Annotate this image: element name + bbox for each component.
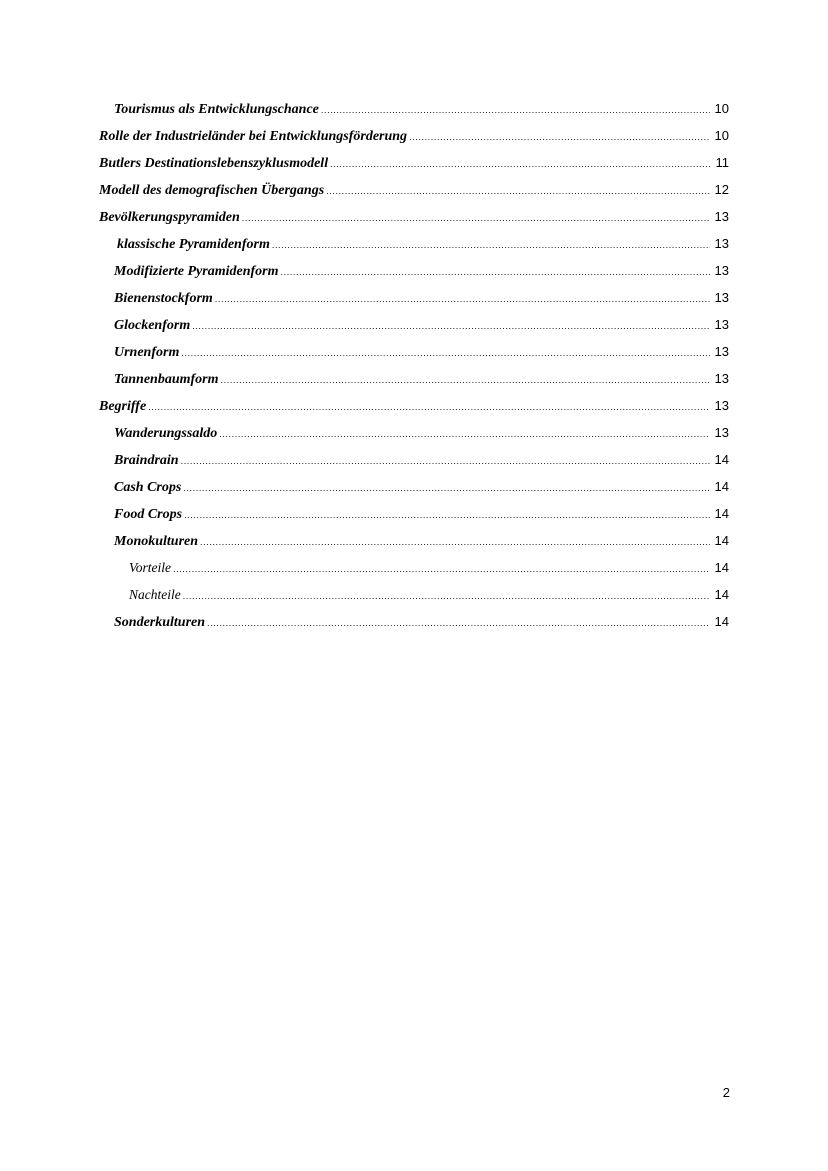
toc-entry-title: Monokulturen: [114, 534, 199, 549]
toc-entry-title: Modifizierte Pyramidenform: [114, 264, 279, 279]
toc-dot-leader: [272, 235, 710, 255]
toc-entry[interactable]: [99, 531, 729, 558]
toc-entry[interactable]: [99, 423, 729, 450]
toc-entry-title: Glockenform: [114, 318, 191, 333]
toc-entry[interactable]: [99, 288, 729, 315]
toc-entry-page: 13: [714, 317, 729, 332]
toc-entry-title: Food Crops: [114, 507, 183, 522]
toc-entry[interactable]: [99, 396, 729, 423]
toc-dot-leader: [321, 100, 710, 120]
toc-entry-title: Bienenstockform: [114, 291, 213, 306]
toc-entry-title: Cash Crops: [114, 480, 182, 495]
toc-entry-title: Rolle der Industrieländer bei Entwicklungsförderung: [99, 129, 408, 144]
toc-dot-leader: [207, 613, 710, 633]
toc-dot-leader: [148, 397, 710, 417]
toc-entry[interactable]: [99, 153, 729, 180]
toc-entry-page: 13: [714, 398, 729, 413]
toc-entry-title: Tourismus als Entwicklungschance: [114, 102, 319, 117]
toc-dot-leader: [409, 127, 710, 147]
toc-entry-page: 14: [714, 452, 729, 467]
toc-dot-leader: [173, 559, 710, 579]
toc-entry-page: 13: [714, 236, 729, 251]
toc-dot-leader: [215, 289, 710, 309]
table-of-contents: [99, 99, 729, 639]
toc-entry[interactable]: [99, 585, 729, 612]
toc-entry-page: 13: [714, 425, 729, 440]
toc-entry-title: Bevölkerungspyramiden: [99, 210, 240, 225]
toc-entry-page: 14: [714, 533, 729, 548]
toc-entry[interactable]: [99, 126, 729, 153]
toc-entry-title: Urnenform: [114, 345, 180, 360]
toc-entry-page: 12: [714, 182, 729, 197]
toc-entry[interactable]: [99, 99, 729, 126]
toc-entry[interactable]: [99, 369, 729, 396]
toc-entry-title: Wanderungssaldo: [114, 426, 218, 441]
toc-entry[interactable]: [99, 180, 729, 207]
toc-dot-leader: [242, 208, 710, 228]
toc-entry[interactable]: [99, 558, 729, 585]
toc-entry[interactable]: [99, 612, 729, 639]
toc-entry-page: 10: [714, 101, 729, 116]
toc-entry-page: 14: [714, 587, 729, 602]
toc-entry-page: 14: [714, 479, 729, 494]
toc-entry-title: Tannenbaumform: [114, 372, 219, 387]
toc-dot-leader: [181, 343, 710, 363]
toc-entry[interactable]: [99, 234, 729, 261]
toc-entry[interactable]: [99, 261, 729, 288]
toc-dot-leader: [219, 424, 710, 444]
toc-entry-title: Modell des demografischen Übergangs: [99, 183, 325, 198]
toc-entry-title: Butlers Destinationslebenszyklusmodell: [99, 156, 329, 171]
toc-entry-page: 10: [714, 128, 729, 143]
toc-dot-leader: [183, 478, 710, 498]
toc-entry[interactable]: [99, 315, 729, 342]
toc-entry[interactable]: [99, 504, 729, 531]
toc-entry[interactable]: [99, 342, 729, 369]
toc-dot-leader: [326, 181, 710, 201]
toc-entry-page: 14: [714, 614, 729, 629]
toc-entry-title: klassische Pyramidenform: [117, 237, 270, 252]
toc-entry[interactable]: [99, 207, 729, 234]
toc-entry[interactable]: [99, 477, 729, 504]
page-number: 2: [722, 1085, 730, 1100]
toc-dot-leader: [221, 370, 710, 390]
toc-dot-leader: [330, 154, 710, 174]
toc-dot-leader: [184, 505, 710, 525]
toc-dot-leader: [183, 586, 710, 606]
toc-entry-page: 13: [714, 209, 729, 224]
toc-dot-leader: [200, 532, 710, 552]
toc-entry-title: Vorteile: [129, 560, 171, 575]
toc-dot-leader: [181, 451, 710, 471]
toc-entry-title: Sonderkulturen: [114, 615, 206, 630]
toc-entry-page: 11: [715, 155, 729, 170]
toc-entry-page: 13: [714, 290, 729, 305]
toc-dot-leader: [192, 316, 710, 336]
toc-entry-page: 13: [714, 263, 729, 278]
toc-entry-page: 14: [714, 560, 729, 575]
toc-entry-page: 13: [714, 371, 729, 386]
toc-entry-title: Begriffe: [99, 399, 147, 414]
toc-dot-leader: [281, 262, 711, 282]
toc-entry-page: 14: [714, 506, 729, 521]
toc-entry-title: Nachteile: [129, 587, 181, 602]
toc-entry-page: 13: [714, 344, 729, 359]
toc-entry[interactable]: [99, 450, 729, 477]
toc-entry-title: Braindrain: [114, 453, 179, 468]
